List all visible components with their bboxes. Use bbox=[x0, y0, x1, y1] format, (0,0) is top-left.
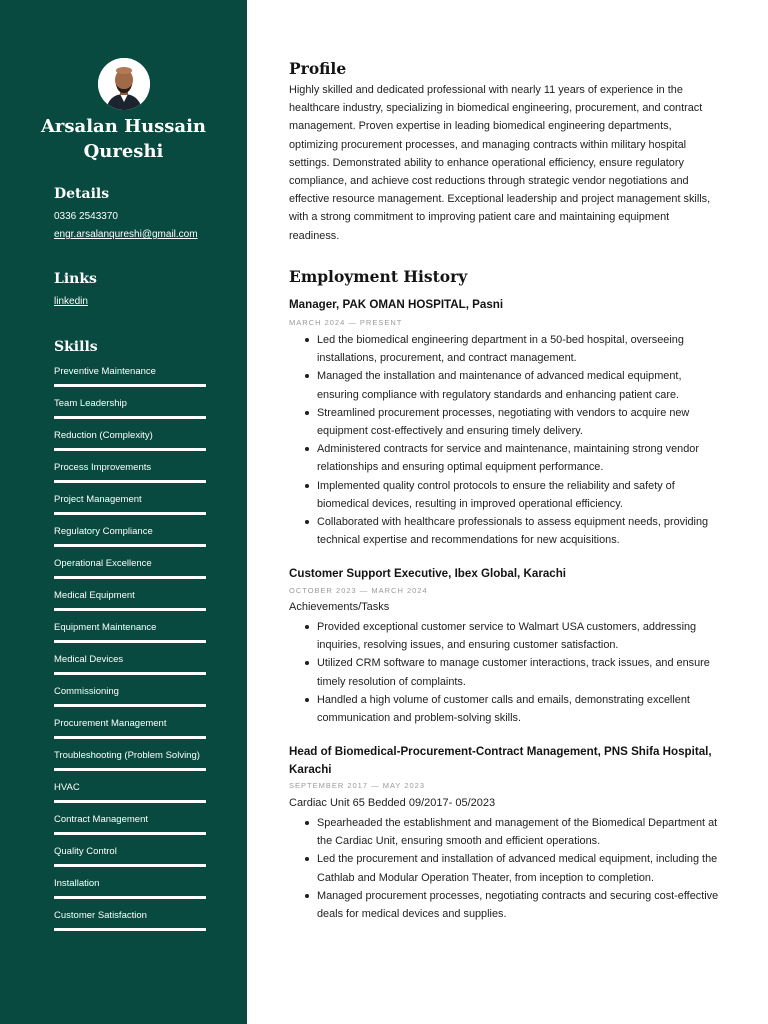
skill-label: Procurement Management bbox=[54, 718, 167, 729]
skill-item bbox=[54, 364, 206, 387]
candidate-name: Arsalan Hussain Qureshi bbox=[40, 116, 207, 162]
job-date: SEPTEMBER 2017 — MAY 2023 bbox=[289, 781, 426, 790]
skill-item bbox=[54, 684, 206, 707]
skill-level-bar bbox=[54, 704, 206, 707]
skill-level-bar bbox=[54, 544, 206, 547]
skill-label: HVAC bbox=[54, 782, 80, 793]
job-bullets bbox=[303, 331, 719, 549]
job-subtitle: Cardiac Unit 65 Bedded 09/2017- 05/2023 bbox=[289, 797, 496, 809]
skill-label: Team Leadership bbox=[54, 398, 127, 409]
skill-level-bar bbox=[54, 480, 206, 483]
skill-item bbox=[54, 620, 206, 643]
skill-item bbox=[54, 812, 206, 835]
job-bullet: Managed procurement processes, negotiating contracts and securing cost-effective deals for medical devices and supplies. bbox=[303, 887, 719, 923]
job-title: Customer Support Executive, Ibex Global, Karachi bbox=[289, 567, 567, 580]
skill-item bbox=[54, 460, 206, 483]
skill-item bbox=[54, 748, 206, 771]
avatar bbox=[98, 58, 150, 110]
skill-item bbox=[54, 876, 206, 899]
profile-photo-icon bbox=[98, 58, 150, 110]
skill-label: Troubleshooting (Problem Solving) bbox=[54, 750, 200, 761]
skill-level-bar bbox=[54, 800, 206, 803]
job-bullets bbox=[303, 618, 719, 727]
skill-level-bar bbox=[54, 448, 206, 451]
employment-heading: Employment History bbox=[289, 267, 468, 286]
skill-item bbox=[54, 428, 206, 451]
job-bullets bbox=[303, 814, 719, 923]
skill-level-bar bbox=[54, 384, 206, 387]
job-bullet: Utilized CRM software to manage customer interactions, track issues, and ensure timely resolution of complaints. bbox=[303, 654, 719, 690]
skill-level-bar bbox=[54, 672, 206, 675]
skills-heading: Skills bbox=[54, 339, 98, 355]
skill-label: Equipment Maintenance bbox=[54, 622, 157, 633]
skill-label: Installation bbox=[54, 878, 100, 889]
linkedin-link[interactable]: linkedin bbox=[54, 296, 88, 307]
job-date: MARCH 2024 — PRESENT bbox=[289, 318, 403, 327]
skill-level-bar bbox=[54, 576, 206, 579]
skill-label: Reduction (Complexity) bbox=[54, 430, 153, 441]
skill-label: Quality Control bbox=[54, 846, 117, 857]
skill-level-bar bbox=[54, 768, 206, 771]
skill-item bbox=[54, 780, 206, 803]
skill-item bbox=[54, 908, 206, 931]
skill-item bbox=[54, 588, 206, 611]
skill-label: Customer Satisfaction bbox=[54, 910, 147, 921]
skill-label: Contract Management bbox=[54, 814, 148, 825]
email-link[interactable]: engr.arsalanqureshi@gmail.com bbox=[54, 229, 198, 240]
job-bullet: Led the procurement and installation of advanced medical equipment, including the Cathlab and Modular Operation Theater, from inception to completion. bbox=[303, 850, 719, 886]
skills-list bbox=[54, 364, 206, 940]
skill-level-bar bbox=[54, 864, 206, 867]
job-bullet: Managed the installation and maintenance of advanced medical equipment, ensuring compliance with regulatory standards and enhancing patient care. bbox=[303, 367, 719, 403]
details-heading: Details bbox=[54, 186, 110, 202]
profile-summary: Highly skilled and dedicated professional with nearly 11 years of experience in the healthcare industry, specializing in biomedical engineering, procurement, and contract management. Proven expertise in leading biomedical engineering departments, optimizing procurement processes, and managing contracts within military hospital settings. Demonstrated ability to enhance operational efficiency, ensure regulatory compliance, and achieve cost reductions through strategic vendor negotiations and effective resource management. Exceptional leadership and project management skills, with a strong commitment to improving patient care and maintaining equipment readiness. bbox=[289, 84, 711, 242]
skill-label: Commissioning bbox=[54, 686, 119, 697]
job-bullet: Implemented quality control protocols to ensure the reliability and safety of biomedical devices, resulting in improved operational efficiency. bbox=[303, 477, 719, 513]
skill-item bbox=[54, 556, 206, 579]
skill-level-bar bbox=[54, 608, 206, 611]
skill-label: Medical Equipment bbox=[54, 590, 135, 601]
skill-level-bar bbox=[54, 928, 206, 931]
job-title: Head of Biomedical-Procurement-Contract Management, PNS Shifa Hospital, Karachi bbox=[289, 745, 712, 776]
job-bullet: Streamlined procurement processes, negotiating with vendors to acquire new equipment cost-effectively and ensuring timely delivery. bbox=[303, 404, 719, 440]
job-bullet: Collaborated with healthcare professionals to assess equipment needs, providing technical expertise and recommendations for new acquisitions. bbox=[303, 513, 719, 549]
skill-item bbox=[54, 844, 206, 867]
skill-item bbox=[54, 396, 206, 419]
profile-heading: Profile bbox=[289, 59, 347, 78]
skill-item bbox=[54, 716, 206, 739]
links-heading: Links bbox=[54, 271, 97, 287]
skill-level-bar bbox=[54, 736, 206, 739]
skill-item bbox=[54, 492, 206, 515]
skill-label: Medical Devices bbox=[54, 654, 124, 665]
skill-level-bar bbox=[54, 896, 206, 899]
job-subtitle: Achievements/Tasks bbox=[289, 601, 390, 613]
skill-level-bar bbox=[54, 512, 206, 515]
job-bullet: Led the biomedical engineering department in a 50-bed hospital, overseeing installations, procurement, and contract management. bbox=[303, 331, 719, 367]
job-bullet: Provided exceptional customer service to Walmart USA customers, addressing inquiries, resolving issues, and ensuring customer satisfaction. bbox=[303, 618, 719, 654]
job-bullet: Spearheaded the establishment and management of the Biomedical Department at the Cardiac Unit, ensuring smooth and efficient operations. bbox=[303, 814, 719, 850]
skill-label: Operational Excellence bbox=[54, 558, 152, 569]
sidebar bbox=[0, 0, 247, 1024]
job-bullet: Handled a high volume of customer calls and emails, demonstrating excellent communication and problem-solving skills. bbox=[303, 691, 719, 727]
skill-level-bar bbox=[54, 640, 206, 643]
skill-item bbox=[54, 652, 206, 675]
skill-level-bar bbox=[54, 832, 206, 835]
skill-level-bar bbox=[54, 416, 206, 419]
skill-label: Preventive Maintenance bbox=[54, 366, 156, 377]
skill-label: Process Improvements bbox=[54, 462, 152, 473]
job-title: Manager, PAK OMAN HOSPITAL, Pasni bbox=[289, 298, 504, 311]
skill-item bbox=[54, 524, 206, 547]
skill-label: Regulatory Compliance bbox=[54, 526, 153, 537]
job-date: OCTOBER 2023 — MARCH 2024 bbox=[289, 586, 428, 595]
skill-label: Project Management bbox=[54, 494, 142, 505]
job-bullet: Administered contracts for service and maintenance, maintaining strong vendor relationships and ensuring optimal equipment performance. bbox=[303, 440, 719, 476]
phone-number: 0336 2543370 bbox=[54, 211, 118, 222]
